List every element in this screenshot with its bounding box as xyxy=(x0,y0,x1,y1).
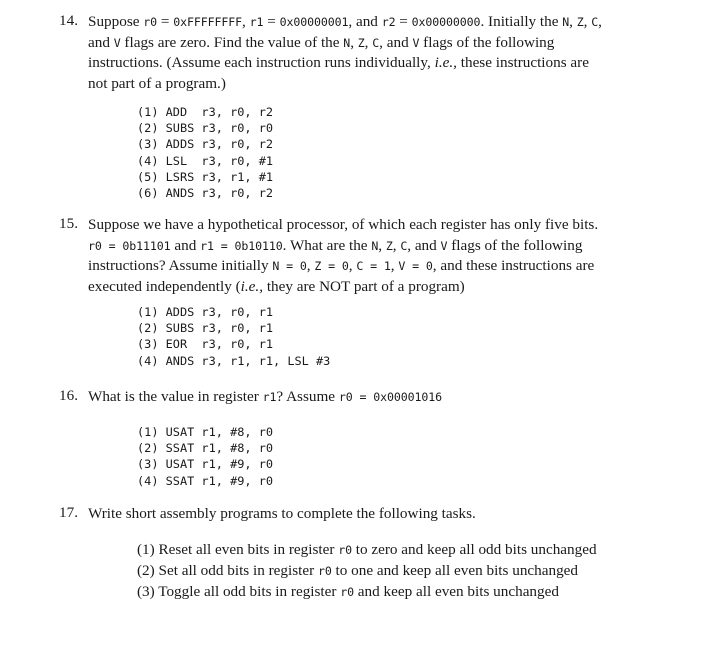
inline-code: V xyxy=(412,35,420,50)
question-text-line: r0 = 0b11101 and r1 = 0b10110. What are the N, Z, C, and V flags of the following xyxy=(88,236,583,254)
question-number: 15. xyxy=(59,215,78,232)
question-text-line: and V flags are zero. Find the value of the N, Z, C, and V flags of the following xyxy=(88,33,555,51)
task-item: (1) Reset all even bits in register r0 to zero and keep all odd bits unchanged xyxy=(137,541,597,558)
inline-code: r1 xyxy=(262,390,277,404)
instruction-item: (2) SUBS r3, r0, r1 xyxy=(137,321,274,336)
inline-code: V xyxy=(440,238,448,253)
question-number: 16. xyxy=(59,387,78,404)
inline-code: Z xyxy=(576,15,584,29)
instruction-item: (1) USAT r1, #8, r0 xyxy=(137,425,274,439)
inline-code: V xyxy=(113,35,121,50)
inline-code: V = 0 xyxy=(398,259,433,274)
instruction-item: (1) ADD r3, r0, r2 xyxy=(137,105,274,119)
instruction-item: (1) ADDS r3, r0, r1 xyxy=(137,305,274,319)
instruction-item: (4) ANDS r3, r1, r1, LSL #3 xyxy=(137,353,331,368)
inline-code: r2 xyxy=(381,15,396,29)
instruction-item: (3) EOR r3, r0, r1 xyxy=(137,337,274,352)
inline-code: N xyxy=(371,238,379,253)
inline-code: 0x00000000 xyxy=(411,15,481,29)
inline-code: Z xyxy=(385,238,393,253)
question-text-line: executed independently (i.e., they are NOT part of a program) xyxy=(88,277,465,295)
inline-code: r0 xyxy=(317,563,332,578)
inline-code: Z = 0 xyxy=(314,259,349,274)
question-text-line: not part of a program.) xyxy=(88,74,226,92)
instruction-item: (3) ADDS r3, r0, r2 xyxy=(137,137,274,152)
inline-code: r0 = 0b11101 xyxy=(88,238,171,253)
instruction-item: (2) SSAT r1, #8, r0 xyxy=(137,441,274,456)
inline-code: 0xFFFFFFFF xyxy=(173,15,243,29)
question-text-line: Suppose r0 = 0xFFFFFFFF, r1 = 0x00000001, and r2 = 0x00000000. Initially the N, Z, C, xyxy=(88,13,602,30)
instruction-item: (2) SUBS r3, r0, r0 xyxy=(137,121,274,136)
instruction-list xyxy=(137,104,273,201)
question-15 xyxy=(59,215,680,297)
inline-code: C xyxy=(400,238,408,253)
instruction-list xyxy=(137,424,273,489)
inline-code: r0 xyxy=(338,543,352,557)
question-number: 14. xyxy=(59,12,78,29)
question-14 xyxy=(59,12,680,94)
inline-code: N = 0 xyxy=(272,259,307,274)
instruction-item: (5) LSRS r3, r1, #1 xyxy=(137,169,274,184)
question-text-line: Suppose we have a hypothetical processor, of which each register has only five bits. xyxy=(88,216,599,233)
inline-code: r1 = 0b10110 xyxy=(200,238,283,253)
instruction-item: (6) ANDS r3, r0, r2 xyxy=(137,186,274,201)
italic-text: i.e., xyxy=(240,277,264,295)
inline-code: N xyxy=(562,15,570,29)
inline-code: r0 = 0x00001016 xyxy=(338,390,443,404)
instruction-item: (3) USAT r1, #9, r0 xyxy=(137,457,274,472)
inline-code: N xyxy=(343,35,351,50)
question-text-line: Write short assembly programs to complete the following tasks. xyxy=(88,505,476,522)
question-text-line: instructions. (Assume each instruction runs individually, i.e., these instructions are xyxy=(88,54,589,72)
inline-code: C = 1 xyxy=(356,259,391,274)
inline-code: r0 xyxy=(340,584,354,599)
inline-code: r1 xyxy=(249,15,264,29)
instruction-item: (4) SSAT r1, #9, r0 xyxy=(137,473,274,488)
task-list xyxy=(137,540,597,602)
inline-code: C xyxy=(591,15,599,29)
inline-code: 0x00000001 xyxy=(279,15,349,29)
inline-code: C xyxy=(372,35,380,50)
task-item: (2) Set all odd bits in register r0 to one and keep all even bits unchanged xyxy=(137,561,579,579)
inline-code: r0 xyxy=(143,15,158,29)
inline-code: Z xyxy=(357,35,365,50)
question-17 xyxy=(59,504,680,525)
question-text-line: instructions? Assume initially N = 0, Z = 0, C = 1, V = 0, and these instructions are xyxy=(88,257,595,275)
italic-text: i.e., xyxy=(434,54,457,72)
question-16 xyxy=(59,387,680,408)
question-text-line: What is the value in register r1? Assume r0 = 0x00001016 xyxy=(88,388,443,405)
instruction-item: (4) LSL r3, r0, #1 xyxy=(137,153,274,168)
question-number: 17. xyxy=(59,504,78,521)
instruction-list xyxy=(137,304,330,369)
task-item: (3) Toggle all odd bits in register r0 and keep all even bits unchanged xyxy=(137,582,559,600)
